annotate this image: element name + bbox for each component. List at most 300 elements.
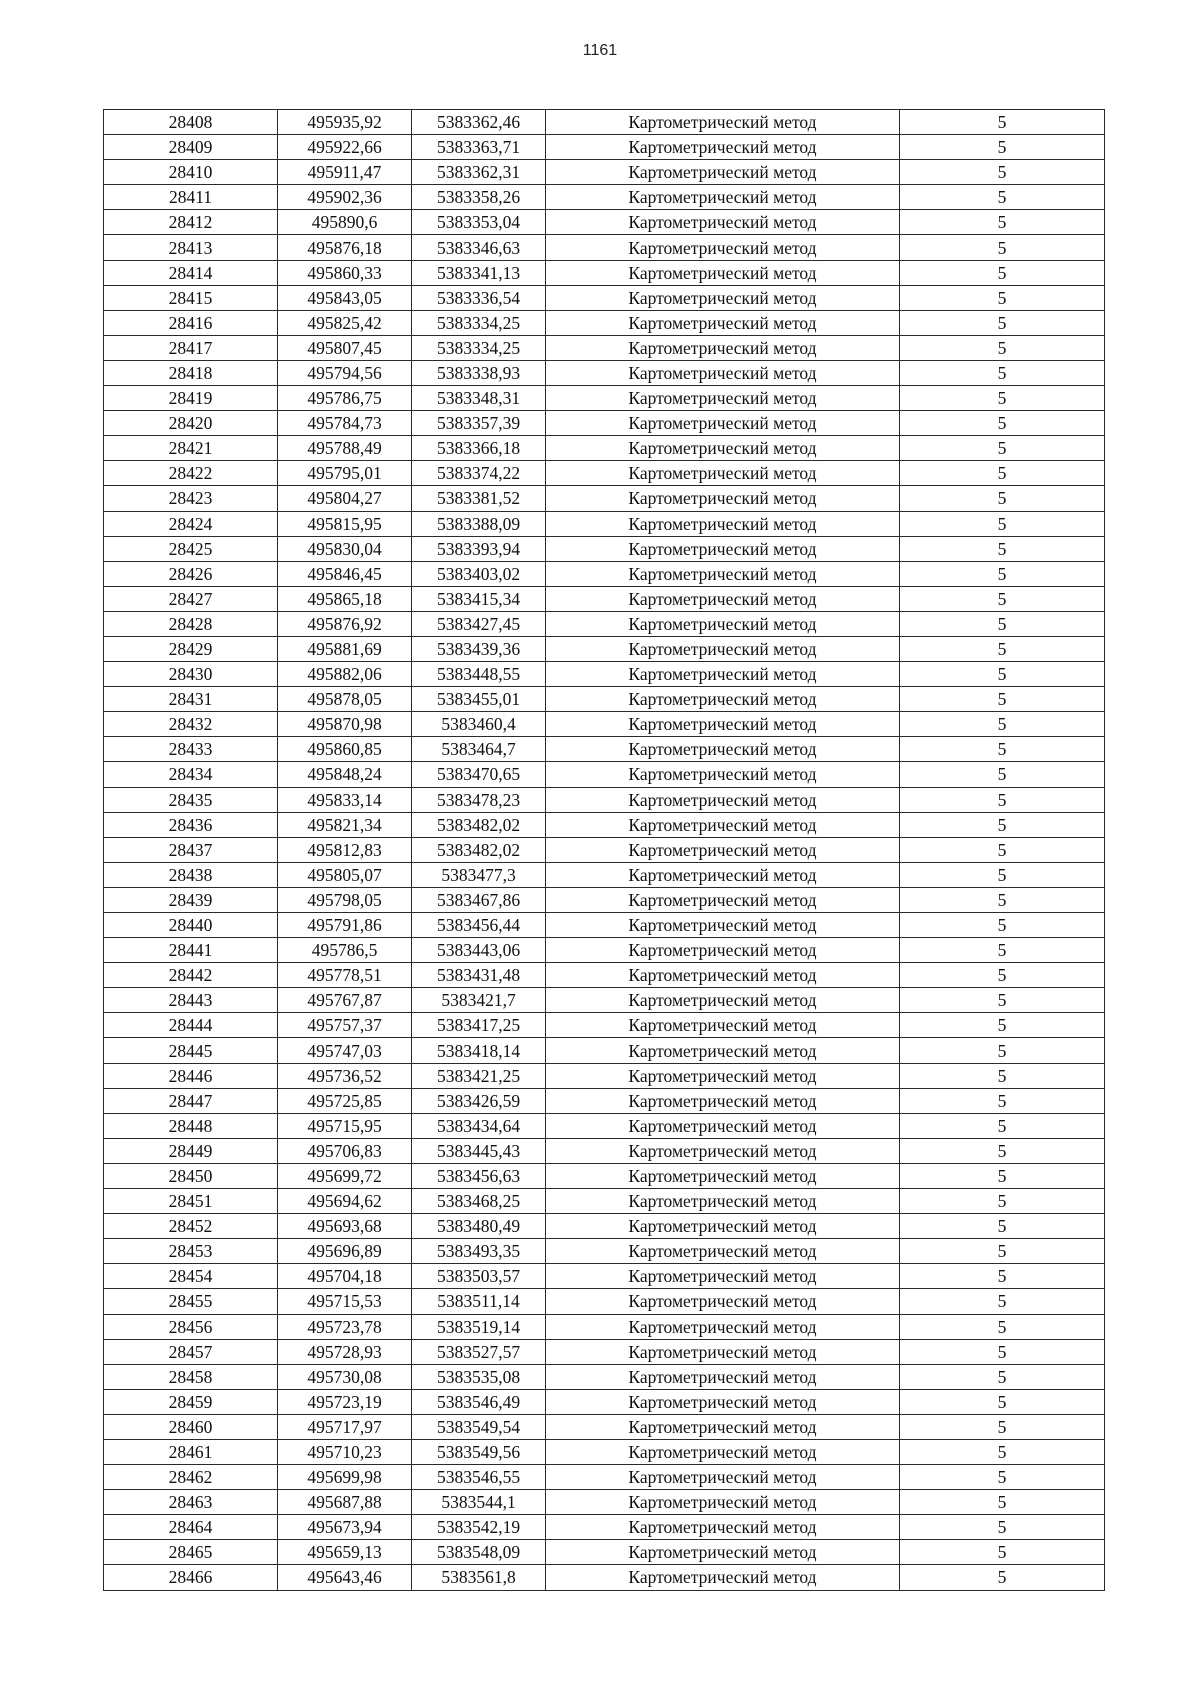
- table-row: [104, 1490, 1105, 1515]
- accuracy-cell: 5: [900, 1490, 1105, 1515]
- x-coordinate-cell: 495693,68: [278, 1214, 412, 1239]
- table-row: [104, 436, 1105, 461]
- x-coordinate-cell: 495848,24: [278, 762, 412, 787]
- method-cell: Картометрический метод: [546, 963, 900, 988]
- coordinates-table: [103, 109, 1105, 1591]
- x-coordinate-cell: 495807,45: [278, 335, 412, 360]
- y-coordinate-cell: 5383464,7: [412, 737, 546, 762]
- y-coordinate-cell: 5383388,09: [412, 511, 546, 536]
- point-number-cell: 28435: [104, 787, 278, 812]
- point-number-cell: 28426: [104, 561, 278, 586]
- table-row: [104, 1289, 1105, 1314]
- point-number-cell: 28459: [104, 1389, 278, 1414]
- y-coordinate-cell: 5383334,25: [412, 310, 546, 335]
- x-coordinate-cell: 495794,56: [278, 360, 412, 385]
- y-coordinate-cell: 5383417,25: [412, 1013, 546, 1038]
- method-cell: Картометрический метод: [546, 1289, 900, 1314]
- table-row: [104, 887, 1105, 912]
- method-cell: Картометрический метод: [546, 1013, 900, 1038]
- x-coordinate-cell: 495673,94: [278, 1515, 412, 1540]
- accuracy-cell: 5: [900, 586, 1105, 611]
- point-number-cell: 28457: [104, 1339, 278, 1364]
- accuracy-cell: 5: [900, 1439, 1105, 1464]
- y-coordinate-cell: 5383418,14: [412, 1038, 546, 1063]
- table-row: [104, 486, 1105, 511]
- table-row: [104, 1414, 1105, 1439]
- y-coordinate-cell: 5383546,55: [412, 1465, 546, 1490]
- x-coordinate-cell: 495860,33: [278, 260, 412, 285]
- x-coordinate-cell: 495791,86: [278, 913, 412, 938]
- accuracy-cell: 5: [900, 712, 1105, 737]
- method-cell: Картометрический метод: [546, 1540, 900, 1565]
- y-coordinate-cell: 5383511,14: [412, 1289, 546, 1314]
- x-coordinate-cell: 495694,62: [278, 1189, 412, 1214]
- x-coordinate-cell: 495821,34: [278, 812, 412, 837]
- y-coordinate-cell: 5383546,49: [412, 1389, 546, 1414]
- accuracy-cell: 5: [900, 1113, 1105, 1138]
- accuracy-cell: 5: [900, 235, 1105, 260]
- point-number-cell: 28455: [104, 1289, 278, 1314]
- point-number-cell: 28438: [104, 862, 278, 887]
- y-coordinate-cell: 5383478,23: [412, 787, 546, 812]
- point-number-cell: 28458: [104, 1364, 278, 1389]
- accuracy-cell: 5: [900, 1189, 1105, 1214]
- x-coordinate-cell: 495736,52: [278, 1063, 412, 1088]
- x-coordinate-cell: 495767,87: [278, 988, 412, 1013]
- table-row: [104, 411, 1105, 436]
- x-coordinate-cell: 495786,75: [278, 386, 412, 411]
- table-row: [104, 938, 1105, 963]
- point-number-cell: 28422: [104, 461, 278, 486]
- x-coordinate-cell: 495730,08: [278, 1364, 412, 1389]
- accuracy-cell: 5: [900, 1565, 1105, 1590]
- x-coordinate-cell: 495704,18: [278, 1264, 412, 1289]
- x-coordinate-cell: 495643,46: [278, 1565, 412, 1590]
- table-row: [104, 1088, 1105, 1113]
- y-coordinate-cell: 5383467,86: [412, 887, 546, 912]
- point-number-cell: 28427: [104, 586, 278, 611]
- y-coordinate-cell: 5383362,46: [412, 110, 546, 135]
- x-coordinate-cell: 495882,06: [278, 662, 412, 687]
- y-coordinate-cell: 5383527,57: [412, 1339, 546, 1364]
- y-coordinate-cell: 5383542,19: [412, 1515, 546, 1540]
- y-coordinate-cell: 5383366,18: [412, 436, 546, 461]
- accuracy-cell: 5: [900, 1163, 1105, 1188]
- accuracy-cell: 5: [900, 913, 1105, 938]
- y-coordinate-cell: 5383456,44: [412, 913, 546, 938]
- point-number-cell: 28446: [104, 1063, 278, 1088]
- table-row: [104, 737, 1105, 762]
- y-coordinate-cell: 5383503,57: [412, 1264, 546, 1289]
- y-coordinate-cell: 5383456,63: [412, 1163, 546, 1188]
- method-cell: Картометрический метод: [546, 1163, 900, 1188]
- point-number-cell: 28448: [104, 1113, 278, 1138]
- accuracy-cell: 5: [900, 135, 1105, 160]
- y-coordinate-cell: 5383439,36: [412, 636, 546, 661]
- point-number-cell: 28451: [104, 1189, 278, 1214]
- table-row: [104, 386, 1105, 411]
- accuracy-cell: 5: [900, 210, 1105, 235]
- table-row: [104, 210, 1105, 235]
- method-cell: Картометрический метод: [546, 1465, 900, 1490]
- y-coordinate-cell: 5383448,55: [412, 662, 546, 687]
- table-row: [104, 335, 1105, 360]
- x-coordinate-cell: 495833,14: [278, 787, 412, 812]
- table-row: [104, 963, 1105, 988]
- accuracy-cell: 5: [900, 411, 1105, 436]
- y-coordinate-cell: 5383421,25: [412, 1063, 546, 1088]
- x-coordinate-cell: 495687,88: [278, 1490, 412, 1515]
- method-cell: Картометрический метод: [546, 837, 900, 862]
- method-cell: Картометрический метод: [546, 586, 900, 611]
- point-number-cell: 28413: [104, 235, 278, 260]
- y-coordinate-cell: 5383403,02: [412, 561, 546, 586]
- method-cell: Картометрический метод: [546, 1214, 900, 1239]
- table-row: [104, 812, 1105, 837]
- method-cell: Картометрический метод: [546, 787, 900, 812]
- y-coordinate-cell: 5383426,59: [412, 1088, 546, 1113]
- table-row: [104, 1364, 1105, 1389]
- accuracy-cell: 5: [900, 1088, 1105, 1113]
- method-cell: Картометрический метод: [546, 386, 900, 411]
- table-row: [104, 110, 1105, 135]
- point-number-cell: 28464: [104, 1515, 278, 1540]
- x-coordinate-cell: 495696,89: [278, 1239, 412, 1264]
- point-number-cell: 28411: [104, 185, 278, 210]
- accuracy-cell: 5: [900, 938, 1105, 963]
- y-coordinate-cell: 5383460,4: [412, 712, 546, 737]
- x-coordinate-cell: 495843,05: [278, 285, 412, 310]
- y-coordinate-cell: 5383427,45: [412, 611, 546, 636]
- y-coordinate-cell: 5383334,25: [412, 335, 546, 360]
- point-number-cell: 28439: [104, 887, 278, 912]
- y-coordinate-cell: 5383346,63: [412, 235, 546, 260]
- method-cell: Картометрический метод: [546, 511, 900, 536]
- x-coordinate-cell: 495706,83: [278, 1138, 412, 1163]
- table-row: [104, 1214, 1105, 1239]
- point-number-cell: 28431: [104, 687, 278, 712]
- method-cell: Картометрический метод: [546, 561, 900, 586]
- table-row: [104, 762, 1105, 787]
- method-cell: Картометрический метод: [546, 662, 900, 687]
- table-row: [104, 360, 1105, 385]
- table-row: [104, 1113, 1105, 1138]
- table-row: [104, 913, 1105, 938]
- method-cell: Картометрический метод: [546, 1088, 900, 1113]
- table-row: [104, 687, 1105, 712]
- table-row: [104, 135, 1105, 160]
- x-coordinate-cell: 495815,95: [278, 511, 412, 536]
- x-coordinate-cell: 495865,18: [278, 586, 412, 611]
- accuracy-cell: 5: [900, 561, 1105, 586]
- table-row: [104, 1138, 1105, 1163]
- point-number-cell: 28432: [104, 712, 278, 737]
- x-coordinate-cell: 495902,36: [278, 185, 412, 210]
- point-number-cell: 28460: [104, 1414, 278, 1439]
- method-cell: Картометрический метод: [546, 1264, 900, 1289]
- point-number-cell: 28412: [104, 210, 278, 235]
- x-coordinate-cell: 495812,83: [278, 837, 412, 862]
- accuracy-cell: 5: [900, 1038, 1105, 1063]
- table-row: [104, 837, 1105, 862]
- method-cell: Картометрический метод: [546, 135, 900, 160]
- y-coordinate-cell: 5383548,09: [412, 1540, 546, 1565]
- point-number-cell: 28417: [104, 335, 278, 360]
- method-cell: Картометрический метод: [546, 1038, 900, 1063]
- table-row: [104, 988, 1105, 1013]
- accuracy-cell: 5: [900, 360, 1105, 385]
- point-number-cell: 28410: [104, 160, 278, 185]
- accuracy-cell: 5: [900, 787, 1105, 812]
- method-cell: Картометрический метод: [546, 762, 900, 787]
- accuracy-cell: 5: [900, 285, 1105, 310]
- y-coordinate-cell: 5383470,65: [412, 762, 546, 787]
- table-row: [104, 260, 1105, 285]
- point-number-cell: 28424: [104, 511, 278, 536]
- accuracy-cell: 5: [900, 862, 1105, 887]
- point-number-cell: 28465: [104, 1540, 278, 1565]
- point-number-cell: 28462: [104, 1465, 278, 1490]
- point-number-cell: 28442: [104, 963, 278, 988]
- accuracy-cell: 5: [900, 1138, 1105, 1163]
- table-row: [104, 862, 1105, 887]
- x-coordinate-cell: 495922,66: [278, 135, 412, 160]
- y-coordinate-cell: 5383535,08: [412, 1364, 546, 1389]
- point-number-cell: 28408: [104, 110, 278, 135]
- accuracy-cell: 5: [900, 536, 1105, 561]
- y-coordinate-cell: 5383393,94: [412, 536, 546, 561]
- accuracy-cell: 5: [900, 436, 1105, 461]
- table-row: [104, 1189, 1105, 1214]
- point-number-cell: 28437: [104, 837, 278, 862]
- point-number-cell: 28449: [104, 1138, 278, 1163]
- x-coordinate-cell: 495825,42: [278, 310, 412, 335]
- table-row: [104, 636, 1105, 661]
- method-cell: Картометрический метод: [546, 486, 900, 511]
- method-cell: Картометрический метод: [546, 636, 900, 661]
- method-cell: Картометрический метод: [546, 862, 900, 887]
- point-number-cell: 28433: [104, 737, 278, 762]
- table-row: [104, 1515, 1105, 1540]
- method-cell: Картометрический метод: [546, 310, 900, 335]
- y-coordinate-cell: 5383544,1: [412, 1490, 546, 1515]
- x-coordinate-cell: 495728,93: [278, 1339, 412, 1364]
- y-coordinate-cell: 5383338,93: [412, 360, 546, 385]
- x-coordinate-cell: 495788,49: [278, 436, 412, 461]
- method-cell: Картометрический метод: [546, 160, 900, 185]
- y-coordinate-cell: 5383477,3: [412, 862, 546, 887]
- method-cell: Картометрический метод: [546, 1138, 900, 1163]
- y-coordinate-cell: 5383415,34: [412, 586, 546, 611]
- accuracy-cell: 5: [900, 611, 1105, 636]
- accuracy-cell: 5: [900, 887, 1105, 912]
- point-number-cell: 28441: [104, 938, 278, 963]
- method-cell: Картометрический метод: [546, 1314, 900, 1339]
- point-number-cell: 28445: [104, 1038, 278, 1063]
- method-cell: Картометрический метод: [546, 988, 900, 1013]
- method-cell: Картометрический метод: [546, 360, 900, 385]
- method-cell: Картометрический метод: [546, 436, 900, 461]
- point-number-cell: 28454: [104, 1264, 278, 1289]
- table-row: [104, 712, 1105, 737]
- accuracy-cell: 5: [900, 1339, 1105, 1364]
- y-coordinate-cell: 5383561,8: [412, 1565, 546, 1590]
- method-cell: Картометрический метод: [546, 1239, 900, 1264]
- point-number-cell: 28420: [104, 411, 278, 436]
- table-row: [104, 561, 1105, 586]
- y-coordinate-cell: 5383482,02: [412, 812, 546, 837]
- table-row: [104, 586, 1105, 611]
- point-number-cell: 28416: [104, 310, 278, 335]
- y-coordinate-cell: 5383421,7: [412, 988, 546, 1013]
- table-row: [104, 662, 1105, 687]
- method-cell: Картометрический метод: [546, 1414, 900, 1439]
- y-coordinate-cell: 5383357,39: [412, 411, 546, 436]
- table-row: [104, 1389, 1105, 1414]
- accuracy-cell: 5: [900, 636, 1105, 661]
- accuracy-cell: 5: [900, 260, 1105, 285]
- accuracy-cell: 5: [900, 335, 1105, 360]
- x-coordinate-cell: 495935,92: [278, 110, 412, 135]
- x-coordinate-cell: 495798,05: [278, 887, 412, 912]
- x-coordinate-cell: 495778,51: [278, 963, 412, 988]
- accuracy-cell: 5: [900, 1364, 1105, 1389]
- method-cell: Картометрический метод: [546, 235, 900, 260]
- point-number-cell: 28419: [104, 386, 278, 411]
- table-row: [104, 1063, 1105, 1088]
- method-cell: Картометрический метод: [546, 210, 900, 235]
- x-coordinate-cell: 495784,73: [278, 411, 412, 436]
- x-coordinate-cell: 495723,78: [278, 1314, 412, 1339]
- table-row: [104, 1314, 1105, 1339]
- point-number-cell: 28409: [104, 135, 278, 160]
- method-cell: Картометрический метод: [546, 1490, 900, 1515]
- point-number-cell: 28418: [104, 360, 278, 385]
- y-coordinate-cell: 5383362,31: [412, 160, 546, 185]
- x-coordinate-cell: 495890,6: [278, 210, 412, 235]
- y-coordinate-cell: 5383443,06: [412, 938, 546, 963]
- point-number-cell: 28430: [104, 662, 278, 687]
- x-coordinate-cell: 495699,72: [278, 1163, 412, 1188]
- method-cell: Картометрический метод: [546, 110, 900, 135]
- accuracy-cell: 5: [900, 1314, 1105, 1339]
- page-number: 1161: [582, 42, 618, 59]
- method-cell: Картометрический метод: [546, 1113, 900, 1138]
- table-row: [104, 536, 1105, 561]
- table-row: [104, 1439, 1105, 1464]
- method-cell: Картометрический метод: [546, 611, 900, 636]
- accuracy-cell: 5: [900, 1289, 1105, 1314]
- accuracy-cell: 5: [900, 185, 1105, 210]
- method-cell: Картометрический метод: [546, 185, 900, 210]
- accuracy-cell: 5: [900, 310, 1105, 335]
- point-number-cell: 28447: [104, 1088, 278, 1113]
- table-row: [104, 235, 1105, 260]
- x-coordinate-cell: 495725,85: [278, 1088, 412, 1113]
- accuracy-cell: 5: [900, 837, 1105, 862]
- point-number-cell: 28466: [104, 1565, 278, 1590]
- table-row: [104, 185, 1105, 210]
- table-row: [104, 1264, 1105, 1289]
- y-coordinate-cell: 5383358,26: [412, 185, 546, 210]
- method-cell: Картометрический метод: [546, 712, 900, 737]
- x-coordinate-cell: 495804,27: [278, 486, 412, 511]
- method-cell: Картометрический метод: [546, 335, 900, 360]
- point-number-cell: 28414: [104, 260, 278, 285]
- x-coordinate-cell: 495699,98: [278, 1465, 412, 1490]
- table-row: [104, 461, 1105, 486]
- method-cell: Картометрический метод: [546, 285, 900, 310]
- accuracy-cell: 5: [900, 1515, 1105, 1540]
- x-coordinate-cell: 495723,19: [278, 1389, 412, 1414]
- point-number-cell: 28463: [104, 1490, 278, 1515]
- point-number-cell: 28453: [104, 1239, 278, 1264]
- table-row: [104, 1013, 1105, 1038]
- y-coordinate-cell: 5383468,25: [412, 1189, 546, 1214]
- table-row: [104, 160, 1105, 185]
- method-cell: Картометрический метод: [546, 887, 900, 912]
- method-cell: Картометрический метод: [546, 411, 900, 436]
- accuracy-cell: 5: [900, 1214, 1105, 1239]
- point-number-cell: 28444: [104, 1013, 278, 1038]
- y-coordinate-cell: 5383455,01: [412, 687, 546, 712]
- accuracy-cell: 5: [900, 762, 1105, 787]
- point-number-cell: 28452: [104, 1214, 278, 1239]
- accuracy-cell: 5: [900, 1540, 1105, 1565]
- method-cell: Картометрический метод: [546, 461, 900, 486]
- table-row: [104, 1239, 1105, 1264]
- point-number-cell: 28450: [104, 1163, 278, 1188]
- y-coordinate-cell: 5383363,71: [412, 135, 546, 160]
- table-row: [104, 1540, 1105, 1565]
- accuracy-cell: 5: [900, 737, 1105, 762]
- y-coordinate-cell: 5383353,04: [412, 210, 546, 235]
- accuracy-cell: 5: [900, 1264, 1105, 1289]
- method-cell: Картометрический метод: [546, 687, 900, 712]
- y-coordinate-cell: 5383549,56: [412, 1439, 546, 1464]
- table-row: [104, 1038, 1105, 1063]
- y-coordinate-cell: 5383374,22: [412, 461, 546, 486]
- accuracy-cell: 5: [900, 1239, 1105, 1264]
- point-number-cell: 28436: [104, 812, 278, 837]
- method-cell: Картометрический метод: [546, 1063, 900, 1088]
- method-cell: Картометрический метод: [546, 1339, 900, 1364]
- accuracy-cell: 5: [900, 662, 1105, 687]
- x-coordinate-cell: 495876,92: [278, 611, 412, 636]
- x-coordinate-cell: 495717,97: [278, 1414, 412, 1439]
- accuracy-cell: 5: [900, 1465, 1105, 1490]
- point-number-cell: 28423: [104, 486, 278, 511]
- accuracy-cell: 5: [900, 1063, 1105, 1088]
- x-coordinate-cell: 495860,85: [278, 737, 412, 762]
- point-number-cell: 28443: [104, 988, 278, 1013]
- accuracy-cell: 5: [900, 461, 1105, 486]
- y-coordinate-cell: 5383381,52: [412, 486, 546, 511]
- method-cell: Картометрический метод: [546, 737, 900, 762]
- point-number-cell: 28421: [104, 436, 278, 461]
- method-cell: Картометрический метод: [546, 1364, 900, 1389]
- x-coordinate-cell: 495830,04: [278, 536, 412, 561]
- point-number-cell: 28456: [104, 1314, 278, 1339]
- table-row: [104, 285, 1105, 310]
- method-cell: Картометрический метод: [546, 1439, 900, 1464]
- point-number-cell: 28440: [104, 913, 278, 938]
- table-row: [104, 1565, 1105, 1590]
- table-row: [104, 310, 1105, 335]
- x-coordinate-cell: 495710,23: [278, 1439, 412, 1464]
- method-cell: Картометрический метод: [546, 1565, 900, 1590]
- accuracy-cell: 5: [900, 160, 1105, 185]
